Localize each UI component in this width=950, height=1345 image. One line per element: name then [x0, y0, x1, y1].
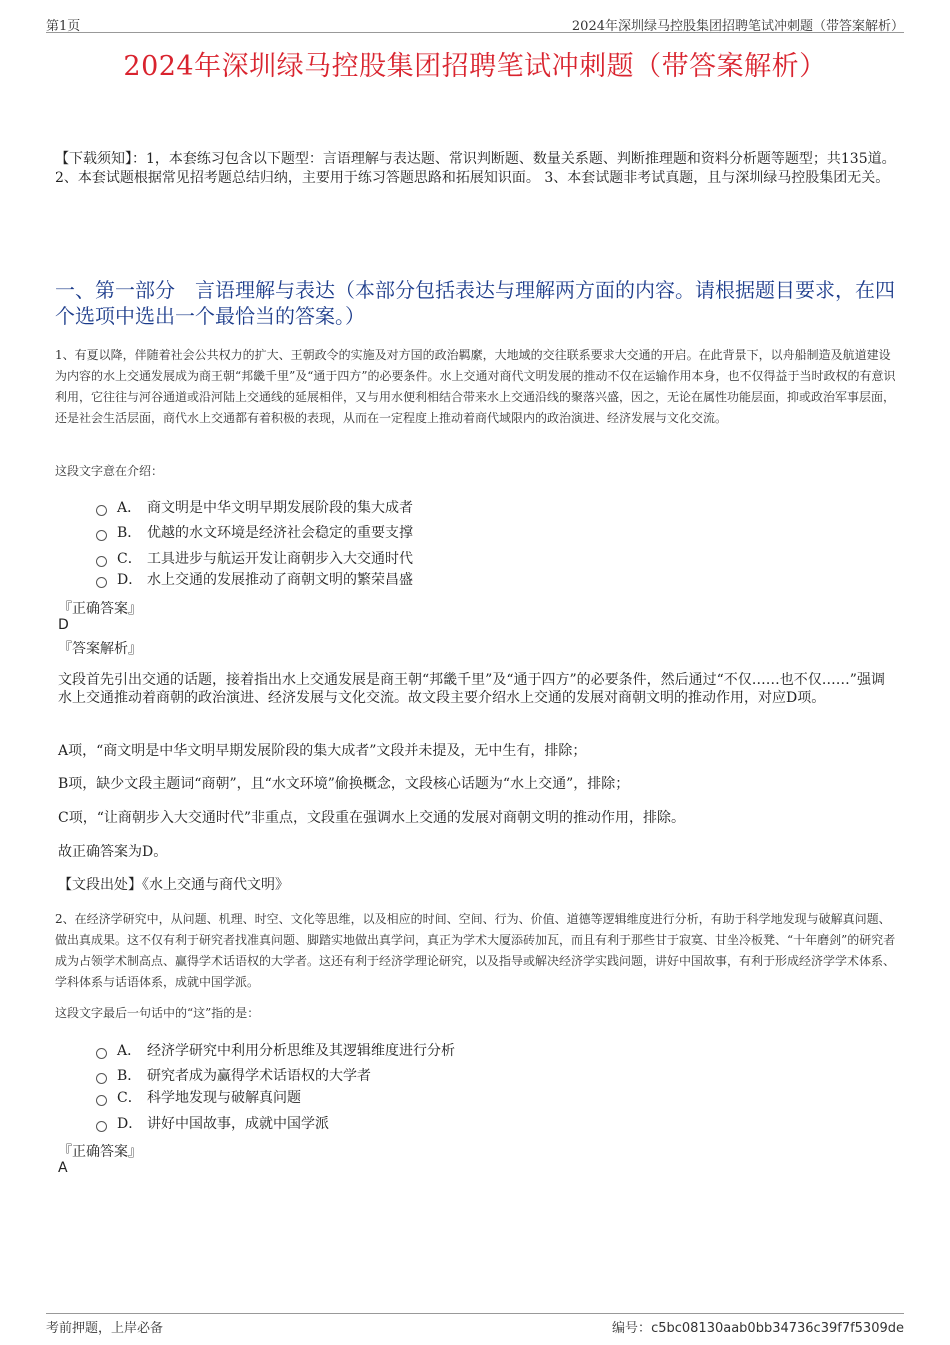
question-1-analysis-b: B项，缺少文段主题词“商朝”，且“水文环境”偷换概念，文段核心话题为“水上交通”，排除；	[58, 776, 630, 792]
option-letter: B．	[117, 1068, 142, 1084]
footer-code-label: 编号：	[612, 1321, 652, 1336]
radio-icon[interactable]	[96, 577, 107, 588]
radio-icon[interactable]	[96, 1121, 107, 1132]
question-1-analysis-main: 文段首先引出交通的话题，接着指出水上交通发展是商王朝“邦畿千里”及“通于四方”的必要条件，然后通过“不仅……也不仅……”强调水上交通推动着商朝的政治演进、经济发展与文化交流。故文段主要介绍水上交通的发展对商朝文明的推动作用，对应D项。	[58, 672, 885, 706]
radio-icon[interactable]	[96, 1095, 107, 1106]
option-text: 讲好中国故事，成就中国学派	[147, 1116, 329, 1132]
question-1-option-b[interactable]	[96, 522, 413, 542]
question-1-option-d[interactable]	[96, 569, 413, 589]
question-1-answer: D	[58, 617, 69, 633]
option-text: 优越的水文环境是经济社会稳定的重要支撑	[147, 525, 413, 541]
document-title: 2024年深圳绿马控股集团招聘笔试冲刺题（带答案解析）	[123, 51, 827, 82]
page-header	[46, 12, 904, 33]
option-letter: C．	[117, 1090, 142, 1106]
footer-code-value: c5bc08130aab0bb34736c39f7f5309de	[651, 1321, 904, 1336]
question-2-option-b[interactable]	[96, 1065, 371, 1085]
question-1-stem: 1、有夏以降，伴随着社会公共权力的扩大、王朝政令的实施及对方国的政治羁縻，大地域的交往联系要求大交通的开启。在此背景下，以舟船制造及航道建设为内容的水上交通发展成为商王朝“邦畿千里”及“通于四方”的必要条件。水上交通对商代文明发展的推动不仅在运输作用本身，也不仅得益于当时政权的有意识利用，它往往与河谷通道或沿河陆上交通线的延展相伴，又与用水便利相结合带来水上交通沿线的聚落兴盛，因之，无论在属性功能层面，抑或政治军事层面，还是社会生活层面，商代水上交通都有着积极的表现，从而在一定程度上推动着商代域限内的政治演进、经济发展与文化交流。	[55, 348, 896, 425]
radio-icon[interactable]	[96, 1048, 107, 1059]
option-letter: C．	[117, 551, 142, 567]
question-1-prompt: 这段文字意在介绍：	[55, 464, 164, 478]
option-letter: A．	[117, 500, 142, 516]
question-1-conclusion: 故正确答案为D。	[58, 844, 168, 860]
question-1-analysis-label: 『答案解析』	[58, 641, 142, 657]
radio-icon[interactable]	[96, 1073, 107, 1084]
footer-slogan: 考前押题，上岸必备	[46, 1321, 164, 1336]
question-2-answer-label: 『正确答案』	[58, 1144, 142, 1160]
page-number: 第1页	[46, 19, 81, 34]
option-text: 工具进步与航运开发让商朝步入大交通时代	[147, 551, 413, 567]
question-2-option-c[interactable]	[96, 1087, 301, 1107]
option-letter: A．	[117, 1043, 142, 1059]
header-doc-title: 2024年深圳绿马控股集团招聘笔试冲刺题（带答案解析）	[571, 19, 904, 34]
question-1-analysis-a: A项，“商文明是中华文明早期发展阶段的集大成者”文段并未提及，无中生有，排除；	[58, 743, 587, 759]
option-text: 经济学研究中利用分析思维及其逻辑维度进行分析	[147, 1043, 455, 1059]
download-notice: 【下载须知】：1，本套练习包含以下题型：言语理解与表达题、常识判断题、数量关系题、判断推理题和资料分析题等题型；共135道。 2、本套试题根据常见招考题总结归纳，主要用于练习答题思路和拓展知识面。 3、本套试题非考试真题，且与深圳绿马控股集团无关。	[55, 151, 896, 186]
option-text: 商文明是中华文明早期发展阶段的集大成者	[147, 500, 413, 516]
option-letter: D．	[117, 1116, 143, 1132]
option-letter: B．	[117, 525, 142, 541]
option-text: 研究者成为赢得学术话语权的大学者	[147, 1068, 371, 1084]
question-2-prompt: 这段文字最后一句话中的“这”指的是：	[55, 1006, 260, 1020]
question-2-option-d[interactable]	[96, 1113, 329, 1133]
question-1-answer-label: 『正确答案』	[58, 601, 142, 617]
footer-code	[612, 1317, 904, 1336]
question-1-option-a[interactable]	[96, 497, 413, 517]
question-2-stem: 2、在经济学研究中，从问题、机理、时空、文化等思维，以及相应的时间、空间、行为、价值、道德等逻辑维度进行分析，有助于科学地发现与破解真问题、做出真成果。这不仅有利于研究者找准真问题、脚踏实地做出真学问，真正为学术大厦添砖加瓦，而且有利于那些甘于寂寞、甘坐冷板凳、“十年磨剑”的研究者成为占领学术制高点、赢得学术话语权的大学者。这还有利于经济学理论研究，以及指导或解决经济学实践问题，讲好中国故事，有利于形成经济学学术体系、学科体系与话语体系，成就中国学派。	[55, 912, 896, 989]
question-1-source: 【文段出处】《水上交通与商代文明》	[58, 877, 289, 893]
page-footer	[46, 1313, 904, 1334]
option-text: 水上交通的发展推动了商朝文明的繁荣昌盛	[147, 572, 413, 588]
radio-icon[interactable]	[96, 505, 107, 516]
option-text: 科学地发现与破解真问题	[147, 1090, 301, 1106]
radio-icon[interactable]	[96, 556, 107, 567]
section-heading: 一、第一部分 言语理解与表达（本部分包括表达与理解两方面的内容。请根据题目要求，在四个选项中选出一个最恰当的答案。）	[55, 278, 895, 328]
question-2-option-a[interactable]	[96, 1040, 455, 1060]
radio-icon[interactable]	[96, 530, 107, 541]
option-letter: D．	[117, 572, 143, 588]
question-2-answer: A	[58, 1160, 68, 1176]
question-1-analysis-c: C项，“让商朝步入大交通时代”非重点，文段重在强调水上交通的发展对商朝文明的推动作用，排除。	[58, 810, 686, 826]
question-1-option-c[interactable]	[96, 548, 413, 568]
